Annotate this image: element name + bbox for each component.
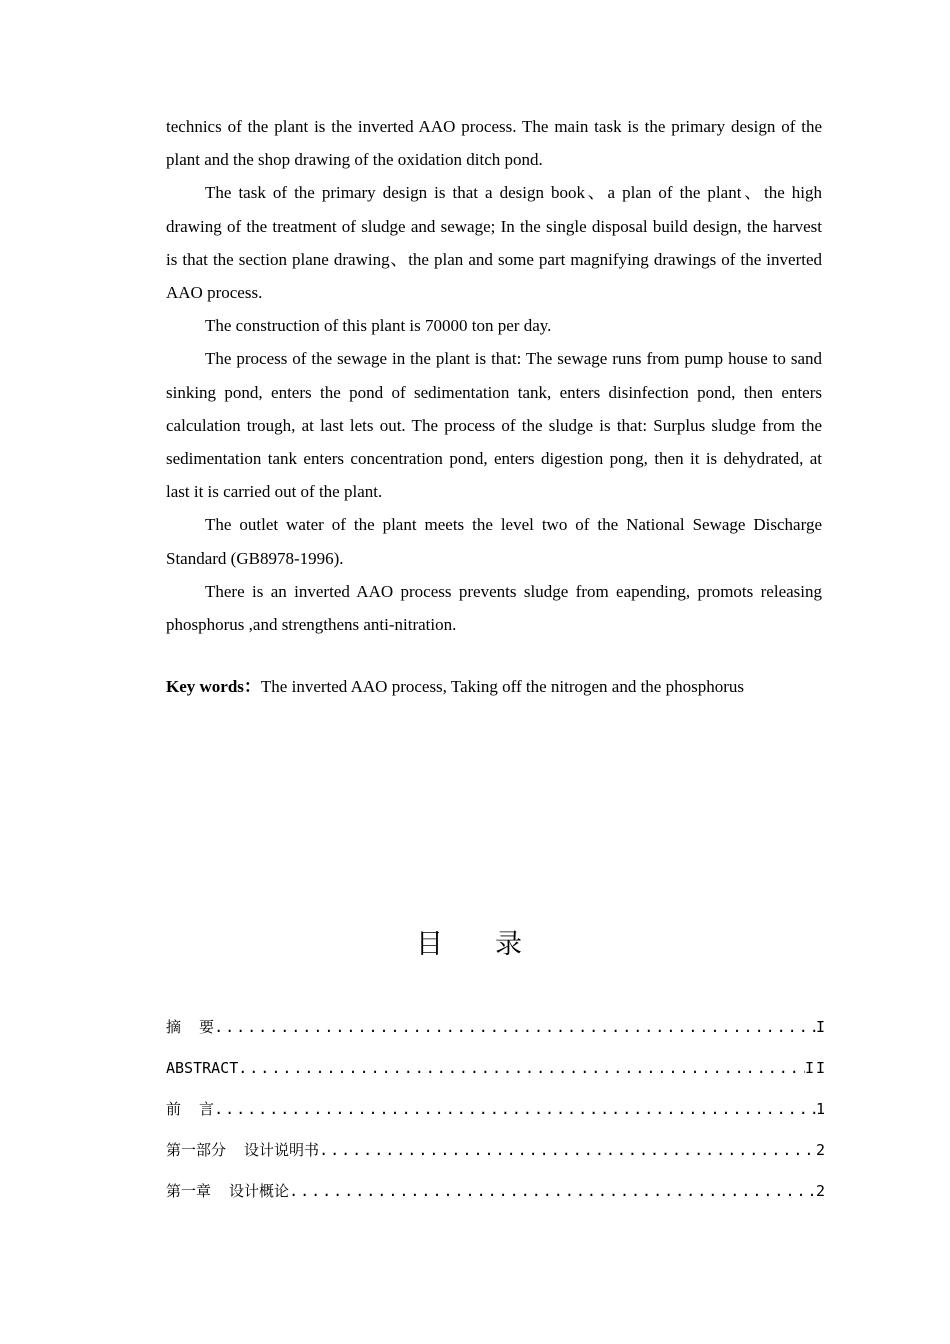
toc-entry-page: II	[804, 1059, 827, 1077]
table-of-contents	[166, 1010, 827, 1215]
abstract-body	[166, 110, 822, 641]
abstract-paragraph: The task of the primary design is that a design book、a plan of the plant、the high drawing of the treatment of sludge and sewage; In the single disposal build design, the harvest is that the section plane drawing、the plan and some part magnifying drawings of the inverted AAO process.	[166, 183, 822, 303]
toc-entry-page: 1	[815, 1100, 827, 1118]
toc-leader-dots	[289, 1174, 816, 1208]
toc-leader-dots	[214, 1010, 816, 1044]
toc-leader-dots	[319, 1133, 816, 1167]
toc-entry-page: 2	[815, 1182, 827, 1200]
keywords-line	[166, 670, 846, 703]
toc-entry-label: 第一章 设计概论	[166, 1182, 290, 1200]
toc-leader-dots	[214, 1092, 816, 1126]
toc-entry-label: 前 言	[166, 1100, 215, 1118]
toc-entry-abstract-cn[interactable]	[166, 1010, 827, 1051]
abstract-paragraph: There is an inverted AAO process prevents sludge from eapending, promots releasing phosphorus ,and strengthens anti-nitration.	[166, 581, 822, 635]
keywords-text: The inverted AAO process, Taking off the nitrogen and the phosphorus	[260, 677, 744, 696]
toc-entry-preface[interactable]	[166, 1092, 827, 1133]
toc-entry-page: I	[815, 1018, 827, 1036]
abstract-paragraph: The construction of this plant is 70000 ton per day.	[205, 316, 552, 336]
toc-entry-label: ABSTRACT	[166, 1059, 239, 1077]
toc-entry-part-one[interactable]	[166, 1133, 827, 1174]
toc-entry-abstract-en[interactable]	[166, 1051, 827, 1092]
toc-entry-chapter-one[interactable]	[166, 1174, 827, 1215]
toc-leader-dots	[238, 1051, 805, 1085]
keywords-label: Key words：	[166, 677, 261, 696]
toc-title: 目录	[416, 929, 574, 960]
abstract-paragraph: technics of the plant is the inverted AAO process. The main task is the primary design of the plant and the shop drawing of the oxidation ditch pond.	[166, 117, 822, 170]
toc-entry-label: 摘 要	[166, 1018, 215, 1036]
abstract-paragraph: The outlet water of the plant meets the level two of the National Sewage Discharge Standard (GB8978-1996).	[166, 515, 822, 568]
toc-entry-page: 2	[815, 1141, 827, 1159]
toc-entry-label: 第一部分 设计说明书	[166, 1141, 320, 1159]
abstract-paragraph: The process of the sewage in the plant is that: The sewage runs from pump house to sand sinking pond, enters the pond of sedimentation tank, enters disinfection pond, then enters calculation trough, at last lets out. The process of the sludge is that: Surplus sludge from the sedimentation tank enters concentration pond, enters digestion pong, then it is dehydrated, at last it is carried out of the plant.	[166, 349, 822, 502]
